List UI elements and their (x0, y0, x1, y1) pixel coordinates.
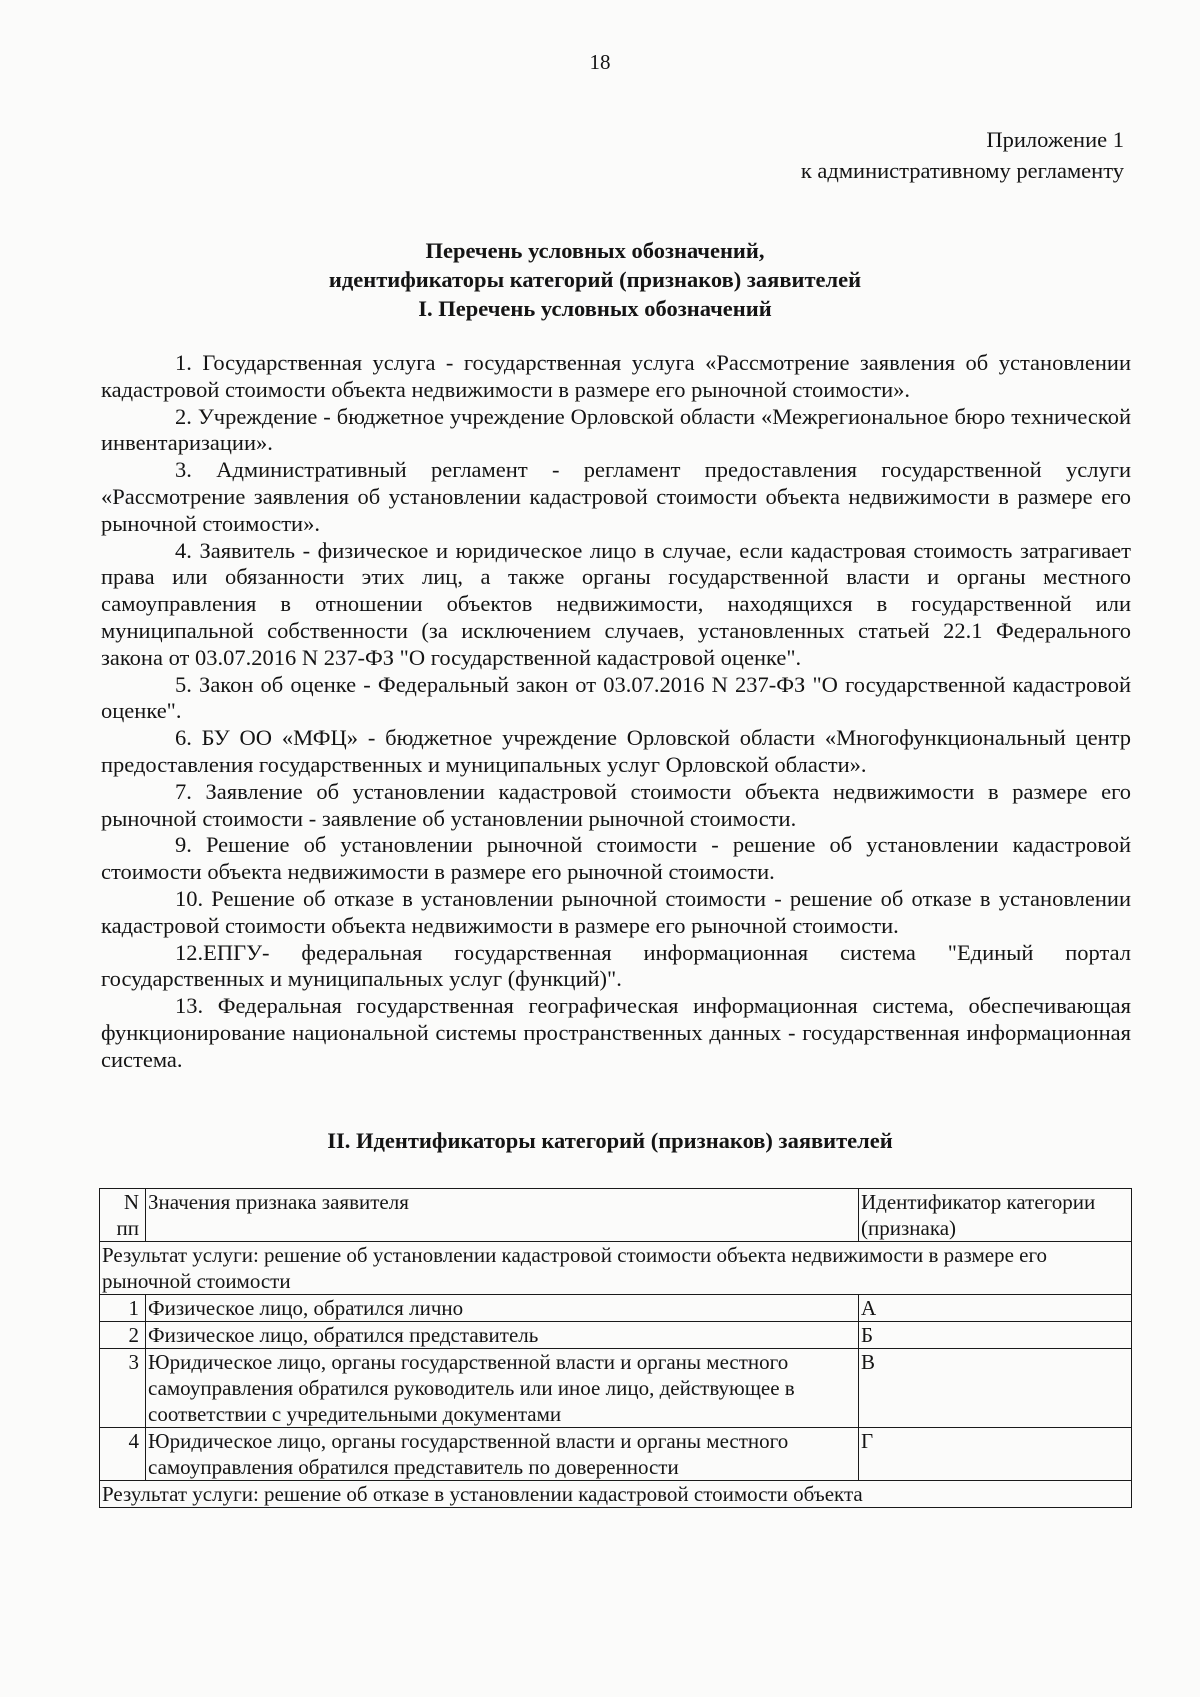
row-value: Юридическое лицо, органы государственной власти и органы местного самоуправления обратился руководитель или иное лицо, действующее в соответствии с учредительными документами (146, 1349, 859, 1428)
definition-item: 10. Решение об отказе в установлении рыночной стоимости - решение об отказе в установлении кадастровой стоимости объекта недвижимости в размере его рыночной стоимости. (101, 885, 1131, 938)
title-line-1: Перечень условных обозначений, (425, 238, 765, 263)
definition-item: 9. Решение об установлении рыночной стоимости - решение об установлении кадастровой стоимости объекта недвижимости в размере его рыночной стоимости. (101, 832, 1131, 885)
row-num: 2 (100, 1322, 146, 1349)
annex-caption (801, 124, 1124, 186)
section-one-heading: I. Перечень условных обозначений (418, 296, 772, 321)
section-two-heading: II. Идентификаторы категорий (признаков) заявителей (327, 1128, 893, 1153)
table-header-row (100, 1189, 1132, 1242)
definition-item: 2. Учреждение - бюджетное учреждение Орловской области «Межрегиональное бюро технической инвентаризации». (101, 403, 1131, 456)
definition-item: 12.ЕПГУ- федеральная государственная информационная система "Единый портал государственных и муниципальных услуг (функций)". (101, 939, 1131, 992)
row-category: А (859, 1295, 1132, 1322)
definition-item: 3. Административный регламент - регламент предоставления государственной услуги «Рассмотрение заявления об установлении кадастровой стоимости объекта недвижимости в размере его рыночной стоимости». (101, 457, 1131, 536)
definition-item: 1. Государственная услуга - государственная услуга «Рассмотрение заявления об установлении кадастровой стоимости объекта недвижимости в размере его рыночной стоимости». (101, 350, 1131, 402)
definition-item: 5. Закон об оценке - Федеральный закон от 03.07.2016 N 237-ФЗ "О государственной кадастровой оценке". (101, 671, 1131, 724)
row-num: 3 (100, 1349, 146, 1428)
table-group-row (100, 1242, 1132, 1295)
definitions-list (101, 350, 1131, 1074)
row-category: Г (859, 1428, 1132, 1481)
annex-line-1: Приложение 1 (986, 127, 1124, 152)
row-value: Физическое лицо, обратился представитель (146, 1322, 859, 1349)
definition-item: 13. Федеральная государственная географическая информационная система, обеспечивающая функционирование национальной системы пространственных данных - государственная информационная система. (101, 993, 1131, 1072)
table-row (100, 1349, 1132, 1428)
row-category: В (859, 1349, 1132, 1428)
document-title (0, 236, 1190, 323)
definition-item: 6. БУ ОО «МФЦ» - бюджетное учреждение Орловской области «Многофункциональный центр предоставления государственных и муниципальных услуг Орловской области». (101, 725, 1131, 777)
table-row (100, 1322, 1132, 1349)
header-category: Идентификатор категории (признака) (859, 1189, 1132, 1242)
group-title: Результат услуги: решение об отказе в установлении кадастровой стоимости объекта (100, 1481, 1132, 1508)
group-title: Результат услуги: решение об установлении кадастровой стоимости объекта недвижимости в размере его рыночной стоимости (100, 1242, 1132, 1295)
page-number: 18 (589, 50, 611, 74)
header-num: N пп (100, 1189, 146, 1242)
table-group-row (100, 1481, 1132, 1508)
header-value: Значения признака заявителя (146, 1189, 859, 1242)
annex-line-2: к административному регламенту (800, 158, 1124, 183)
applicant-categories-table (99, 1188, 1132, 1508)
row-num: 4 (100, 1428, 146, 1481)
definition-item: 7. Заявление об установлении кадастровой стоимости объекта недвижимости в размере его рыночной стоимости - заявление об установлении рыночной стоимости. (101, 778, 1131, 831)
row-value: Юридическое лицо, органы государственной власти и органы местного самоуправления обратился представитель по доверенности (146, 1428, 859, 1481)
title-line-2: идентификаторы категорий (признаков) заявителей (328, 267, 862, 292)
table-row (100, 1295, 1132, 1322)
row-category: Б (859, 1322, 1132, 1349)
table-row (100, 1428, 1132, 1481)
row-num: 1 (100, 1295, 146, 1322)
definition-item: 4. Заявитель - физическое и юридическое лицо в случае, если кадастровая стоимость затрагивает права или обязанности этих лиц, а также органы государственной власти и органы местного самоуправления в отношении объектов недвижимости, находящихся в государственной или муниципальной собственности (за исключением случаев, установленных статьей 22.1 Федерального закона от 03.07.2016 N 237-ФЗ "О государственной кадастровой оценке". (101, 537, 1131, 670)
row-value: Физическое лицо, обратился лично (146, 1295, 859, 1322)
